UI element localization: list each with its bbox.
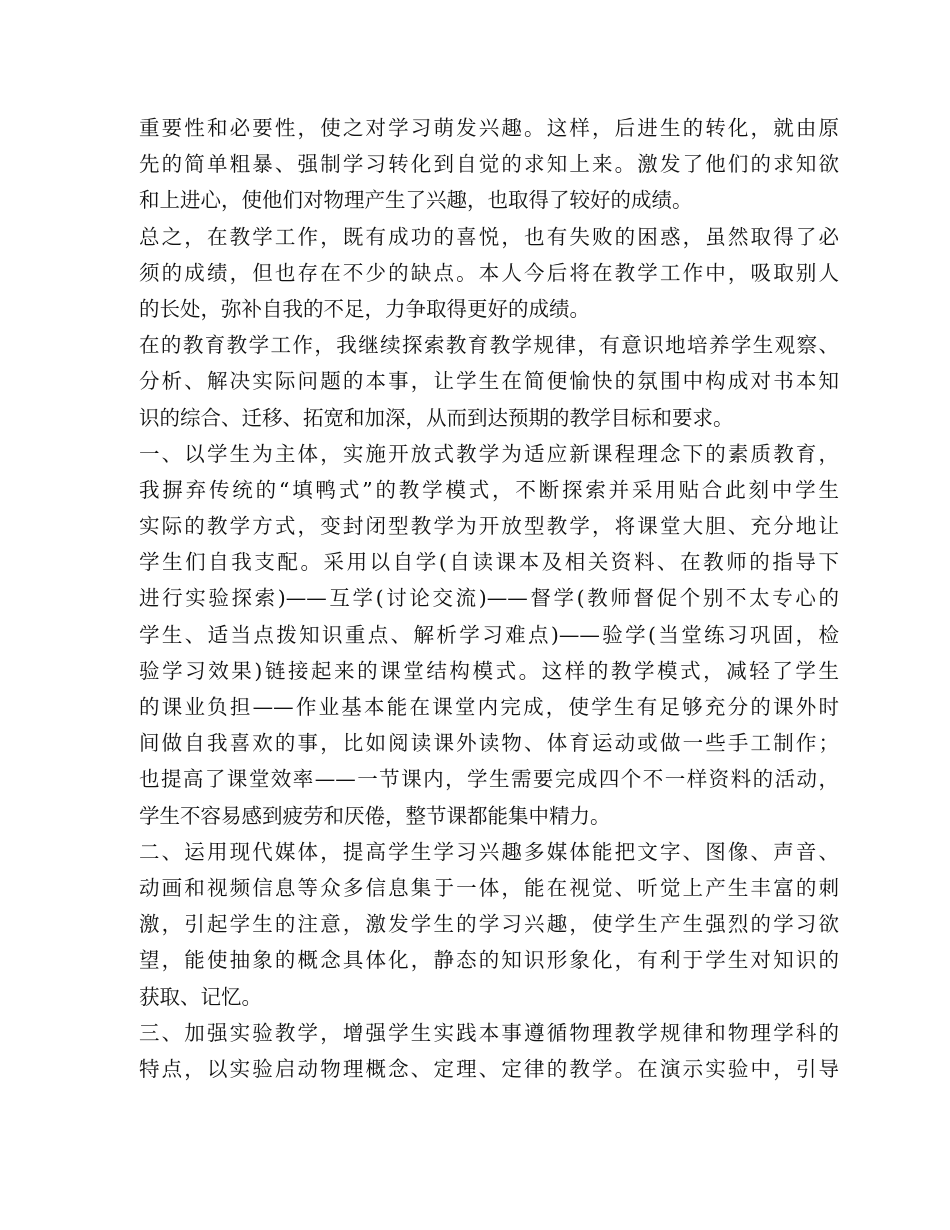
text-line: 间做自我喜欢的事，比如阅读课外读物、体育运动或做一些手工制作； <box>139 731 839 756</box>
text-line: 激，引起学生的注意，激发学生的学习兴趣，使学生产生强烈的学习欲 <box>139 912 839 937</box>
text-line: 总之，在教学工作，既有成功的喜悦，也有失败的困惑，虽然取得了必 <box>139 224 839 249</box>
text-line: 在的教育教学工作，我继续探索教育教学规律，有意识地培养学生观察、 <box>139 333 839 358</box>
text-line: 进行实验探索)——互学(讨论交流)——督学(教师督促个别不太专心的 <box>139 586 839 611</box>
text-line: 先的简单粗暴、强制学习转化到自觉的求知上来。激发了他们的求知欲 <box>139 152 839 177</box>
text-line: 分析、解决实际问题的本事，让学生在简便愉快的氛围中构成对书本知 <box>139 369 839 394</box>
text-line: 的课业负担——作业基本能在课堂内完成，使学生有足够充分的课外时 <box>139 695 839 719</box>
text-line: 动画和视频信息等众多信息集于一体，能在视觉、听觉上产生丰富的刺 <box>139 875 839 900</box>
text-line: 望，能使抽象的概念具体化，静态的知识形象化，有利于学生对知识的 <box>139 948 839 973</box>
text-line: 识的综合、迁移、拓宽和加深，从而到达预期的教学目标和要求。 <box>139 405 734 430</box>
text-line: 三、加强实验教学，增强学生实践本事遵循物理教学规律和物理学科的 <box>139 1020 839 1045</box>
document-body <box>139 110 839 1087</box>
text-line: 我摒弃传统的“填鸭式”的教学模式，不断探索并采用贴合此刻中学生 <box>139 477 839 502</box>
text-line: 的长处，弥补自我的不足，力争取得更好的成绩。 <box>139 296 590 321</box>
text-line: 学生不容易感到疲劳和厌倦，整节课都能集中精力。 <box>139 803 611 828</box>
text-line: 也提高了课堂效率——一节课内，学生需要完成四个不一样资料的活动， <box>139 767 839 792</box>
text-line: 学生、适当点拨知识重点、解析学习难点)——验学(当堂练习巩固，检 <box>139 622 839 647</box>
text-line: 须的成绩，但也存在不少的缺点。本人今后将在教学工作中，吸取别人 <box>139 260 839 285</box>
text-line: 学生们自我支配。采用以自学(自读课本及相关资料、在教师的指导下 <box>139 550 839 575</box>
text-line: 和上进心，使他们对物理产生了兴趣，也取得了较好的成绩。 <box>139 188 693 213</box>
text-line: 特点，以实验启动物理概念、定理、定律的教学。在演示实验中，引导 <box>139 1056 839 1081</box>
text-line: 一、以学生为主体，实施开放式教学为适应新课程理念下的素质教育， <box>139 441 839 466</box>
text-line: 重要性和必要性，使之对学习萌发兴趣。这样，后进生的转化，就由原 <box>139 116 839 140</box>
text-line: 获取、记忆。 <box>139 984 262 1009</box>
text-line: 验学习效果)链接起来的课堂结构模式。这样的教学模式，减轻了学生 <box>139 658 839 683</box>
text-line: 实际的教学方式，变封闭型教学为开放型教学，将课堂大胆、充分地让 <box>139 514 839 539</box>
text-line: 二、运用现代媒体，提高学生学习兴趣多媒体能把文字、图像、声音、 <box>139 839 839 864</box>
